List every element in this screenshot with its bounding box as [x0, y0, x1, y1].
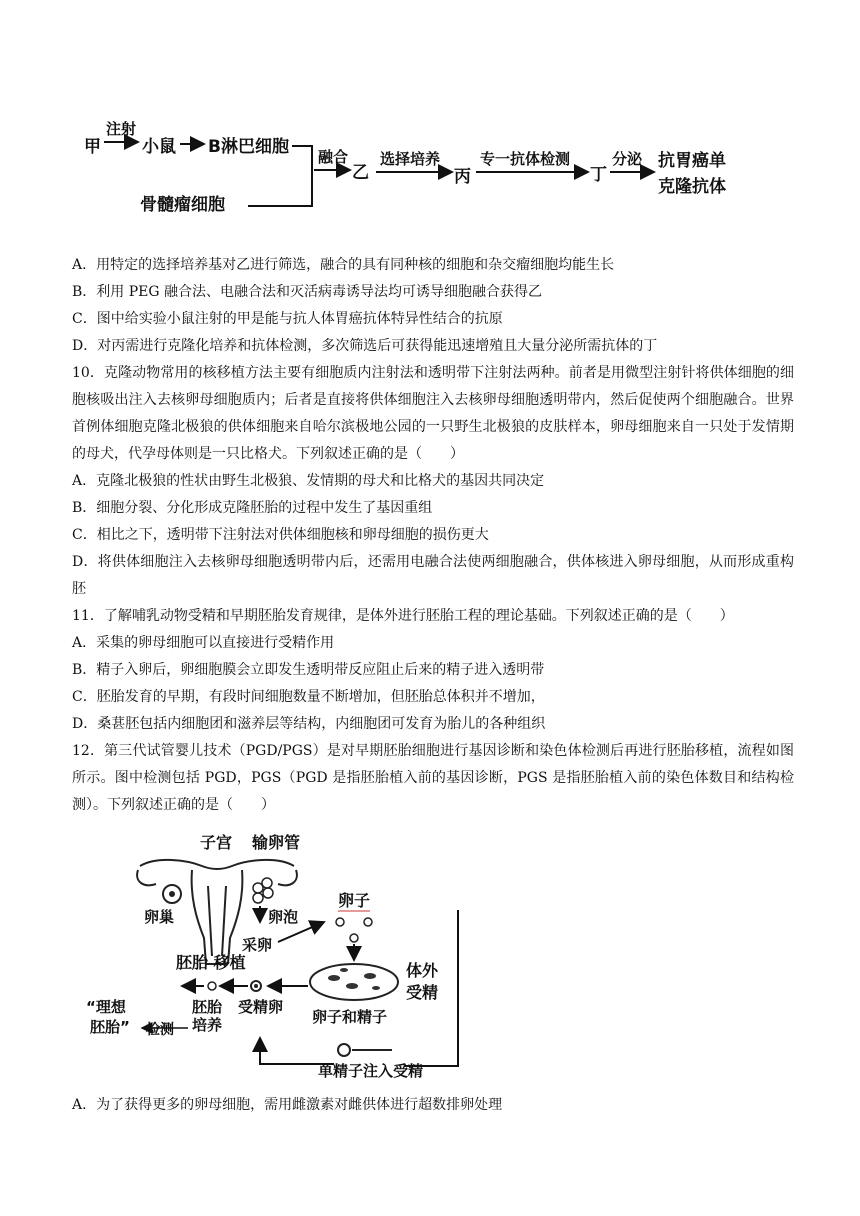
flow-detect-label: 专一抗体检测	[480, 150, 571, 168]
petri-dish	[310, 964, 398, 1000]
label-ivf-line2: 受精	[406, 983, 439, 1002]
label-dish: 卵子和精子	[312, 1008, 388, 1026]
flow-ding: 丁	[590, 165, 607, 185]
label-collect: 采卵	[242, 936, 273, 954]
icsi-egg	[338, 1044, 350, 1056]
follicle-cluster	[253, 878, 273, 903]
q10-option-a: A．克隆北极狼的性状由野生北极狼、发情期的母犬和比格犬的基因共同决定	[72, 473, 545, 489]
q12-option-a: A．为了获得更多的卵母细胞，需用雌激素对雌供体进行超数排卵处理	[72, 1097, 503, 1113]
q9-option-a: A．用特定的选择培养基对乙进行筛选，融合的具有同种核的细胞和杂交瘤细胞均能生长	[72, 257, 615, 273]
label-ideal-line2: 胚胎”	[90, 1018, 130, 1036]
q12-stem: 12．第三代试管婴儿技术（PGD/PGS）是对早期胚胎细胞进行基因诊断和染色体检测后再进行胚胎移植，流程如图所示。图中检测包括 PGD，PGS（PGD 是指胚胎植入前的基因诊断，PGS 是指胚胎植入前的染色体数目和结构检测）。下列叙述正确的是（ ）	[72, 743, 794, 813]
q11-option-a: A．采集的卵母细胞可以直接进行受精作用	[72, 635, 335, 651]
label-uterus: 子宫	[200, 833, 233, 852]
flow-yi: 乙	[352, 163, 369, 183]
label-transfer: 胚胎 移植	[176, 953, 246, 972]
embryo-cell	[208, 982, 216, 990]
q9-option-b: B．利用 PEG 融合法、电融合法和灭活病毒诱导法均可诱导细胞融合获得乙	[72, 284, 543, 300]
label-ivf-line1: 体外	[406, 961, 439, 980]
monoclonal-antibody-flowchart	[80, 108, 730, 218]
q11-option-c: C．胚胎发育的早期，有段时间细胞数量不断增加，但胚胎总体积并不增加，	[72, 689, 545, 705]
egg-cell-1	[336, 918, 344, 926]
q11-option-b: B．精子入卵后，卵细胞膜会立即发生透明带反应阻止后来的精子进入透明带	[72, 662, 545, 678]
flow-b-cell: B淋巴细胞	[208, 137, 289, 157]
flow-bing: 丙	[454, 167, 471, 187]
egg-cell-3	[350, 934, 358, 942]
q10-option-b: B．细胞分裂、分化形成克隆胚胎的过程中发生了基因重组	[72, 500, 433, 516]
label-zygote: 受精卵	[238, 998, 284, 1016]
flow-jia: 甲	[84, 137, 101, 157]
q9-option-d: D．对丙需进行克隆化培养和抗体检测，多次筛选后可获得能迅速增殖且大量分泌所需抗体的丁	[72, 338, 658, 354]
flow-secrete-label: 分泌	[612, 150, 643, 168]
icsi-path-left	[260, 1038, 334, 1064]
flow-myeloma: 骨髓瘤细胞	[140, 195, 225, 215]
egg-cell-2	[364, 918, 372, 926]
label-ovary: 卵巢	[144, 908, 175, 926]
q10-stem: 10．克隆动物常用的核移植方法主要有细胞质内注射法和透明带下注射法两种。前者是用微型注射针将供体细胞的细胞核吸出注入去核卵母细胞质内；后者是直接将供体细胞注入去核卵母细胞透明带内，然后促使两个细胞融合。世界首例体细胞克隆北极狼的供体细胞来自哈尔滨极地公园的一只野生北极狼的皮肤样本，卵母细胞来自一只处于发情期的母犬，代孕母体则是一只比格犬。下列叙述正确的是（ ）	[72, 365, 794, 462]
ovary-dot	[169, 891, 175, 897]
flow-fuse-label: 融合	[318, 148, 349, 166]
flow-inject-label: 注射	[106, 120, 137, 138]
flow-antibody-line2: 克隆抗体	[658, 177, 726, 197]
q10-option-d: D．将供体细胞注入去核卵母细胞透明带内后，还需用电融合法使两细胞融合，供体核进入卵母细胞，从而形成重构胚	[72, 554, 794, 597]
q10-option-c: C．相比之下，透明带下注射法对供体细胞核和卵母细胞的损伤更大	[72, 527, 489, 543]
label-oviduct: 输卵管	[252, 833, 301, 852]
label-culture-line2: 培养	[192, 1016, 223, 1034]
zygote-core	[254, 984, 258, 988]
label-icsi: 单精子注入受精	[318, 1062, 424, 1080]
flow-select-label: 选择培养	[380, 150, 441, 168]
ivf-pgd-diagram	[72, 826, 472, 1080]
question-content	[72, 252, 794, 819]
q11-stem: 11．了解哺乳动物受精和早期胚胎发育规律，是体外进行胚胎工程的理论基础。下列叙述正确的是（ ）	[72, 608, 734, 624]
flow-antibody-line1: 抗胃癌单	[658, 151, 726, 171]
label-egg: 卵子	[338, 891, 371, 910]
q9-option-c: C．图中给实验小鼠注射的甲是能与抗人体胃癌抗体特异性结合的抗原	[72, 311, 503, 327]
flow-mouse: 小鼠	[142, 137, 176, 157]
q11-option-d: D．桑葚胚包括内细胞团和滋养层等结构，内细胞团可发育为胎儿的各种组织	[72, 716, 546, 732]
label-detect: 检测	[146, 1022, 174, 1038]
label-culture-line1: 胚胎	[192, 998, 223, 1016]
label-ideal-line1: “理想	[86, 998, 126, 1016]
label-follicle: 卵泡	[268, 908, 299, 926]
